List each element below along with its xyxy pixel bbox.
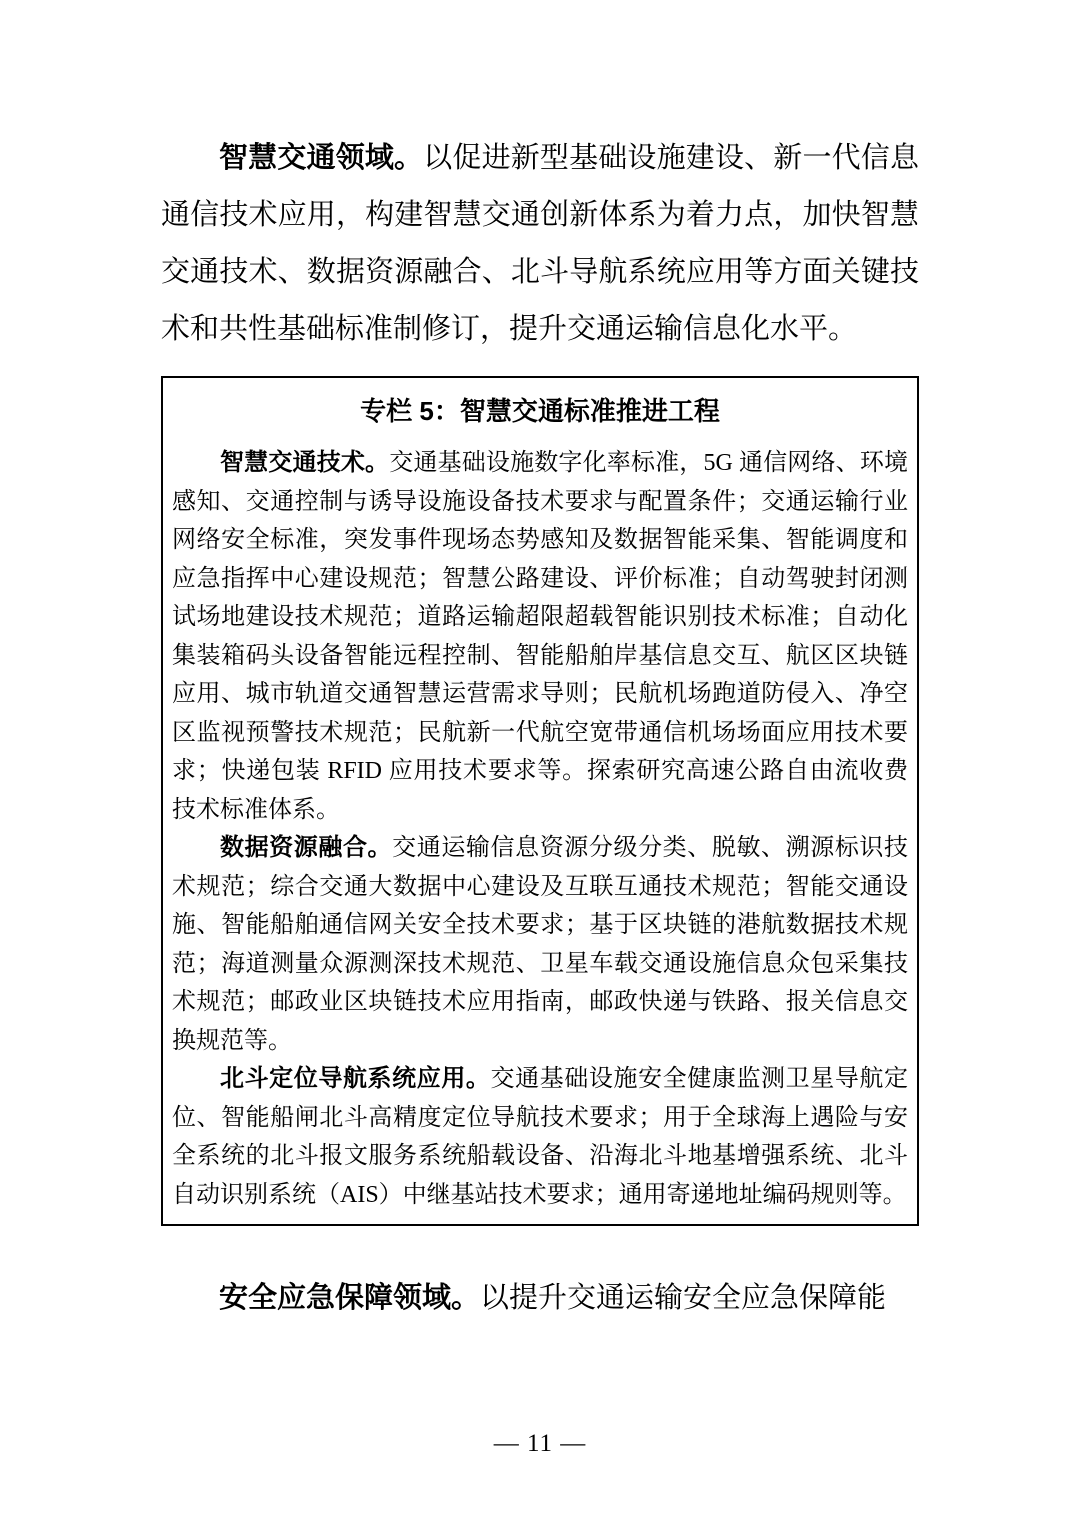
box-paragraph-body: 交通运输信息资源分级分类、脱敏、溯源标识技术规范；综合交通大数据中心建设及互联互通技术规范；智能交通设施、智能船舶通信网关安全技术要求；基于区块链的港航数据技术规范；海道测量众源测深技术规范、卫星车载交通设施信息众包采集技术规范；邮政业区块链技术应用指南，邮政快递与铁路、报关信息交换规范等。 [172,835,909,1054]
box-paragraph-lead: 智慧交通技术。 [220,449,390,476]
outro-lead: 安全应急保障领域。 [219,1282,481,1314]
outro-paragraph [161,1270,919,1327]
document-page [161,0,919,1327]
box-paragraph-lead: 数据资源融合。 [220,834,393,861]
intro-body: 以促进新型基础设施建设、新一代信息通信技术应用，构建智慧交通创新体系为着力点，加快智慧交通技术、数据资源融合、北斗导航系统应用等方面关键技术和共性基础标准制修订，提升交通运输信息化水平。 [161,142,919,345]
box-paragraph [172,444,908,829]
intro-paragraph [161,130,919,358]
box-paragraph [172,829,908,1060]
page-number: — 11 — [493,1430,587,1457]
box-paragraph-lead: 北斗定位导航系统应用。 [220,1065,491,1092]
box-paragraph-body: 交通基础设施数字化率标准，5G 通信网络、环境感知、交通控制与诱导设施设备技术要求与配置条件；交通运输行业网络安全标准，突发事件现场态势感知及数据智能采集、智能调度和应急指挥中心建设规范；智慧公路建设、评价标准；自动驾驶封闭测试场地建设技术规范；道路运输超限超载智能识别技术标准；自动化集装箱码头设备智能远程控制、智能船舶岸基信息交互、航区区块链应用、城市轨道交通智慧运营需求导则；民航机场跑道防侵入、净空区监视预警技术规范；民航新一代航空宽带通信机场场面应用技术要求；快递包装 RFID 应用技术要求等。探索研究高速公路自由流收费技术标准体系。 [172,450,908,823]
box-title: 专栏 5：智慧交通标准推进工程 [360,396,720,426]
outro-body: 以提升交通运输安全应急保障能 [480,1282,887,1314]
box-paragraph [172,1060,908,1214]
outro-section [161,1270,919,1327]
intro-lead: 智慧交通领域。 [219,142,424,174]
box-paragraph-body: 交通基础设施安全健康监测卫星导航定位、智能船闸北斗高精度定位导航技术要求；用于全球海上遇险与安全系统的北斗报文服务系统船载设备、沿海北斗地基增强系统、北斗自动识别系统（AIS）中继基站技术要求；通用寄递地址编码规则等。 [172,1066,909,1208]
callout-box [161,376,919,1226]
